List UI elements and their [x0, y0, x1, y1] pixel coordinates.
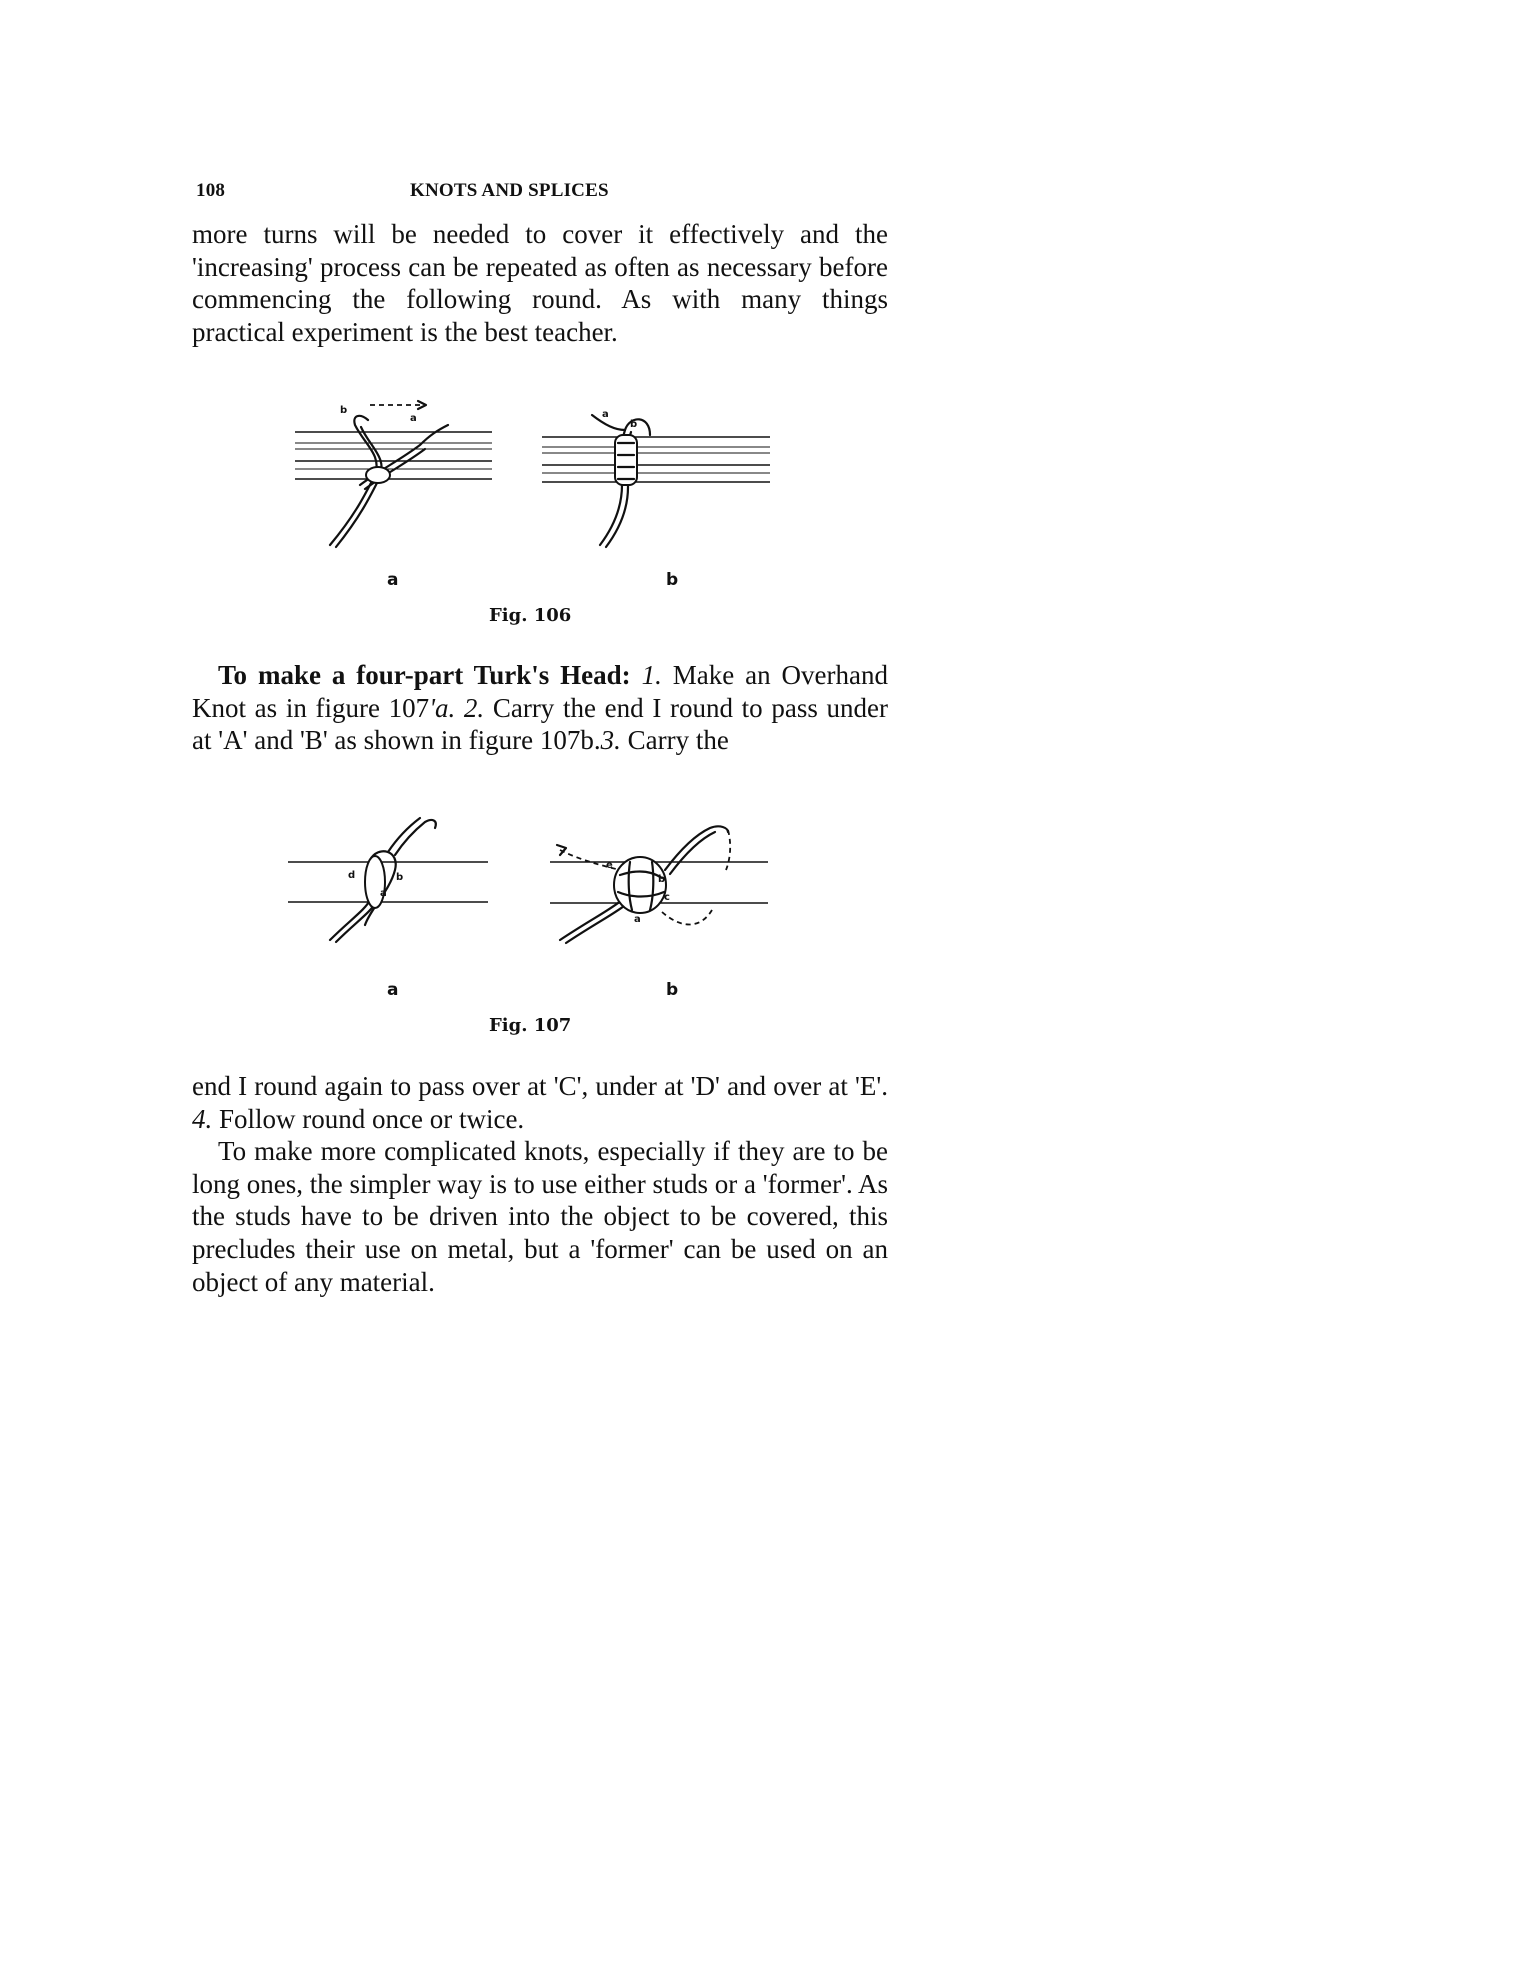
paragraph-continuation-2: [192, 1070, 888, 1298]
fig106-a-inner-b: b: [340, 405, 348, 416]
paragraph-text: [192, 659, 888, 757]
fig106-a-inner-a: a: [410, 413, 417, 424]
step-1-ref: 'a.: [429, 692, 456, 723]
step-4-text: Follow round once or twice.: [212, 1103, 525, 1134]
figure-106: [270, 385, 790, 635]
paragraph-complicated-knots: To make more complicated knots, especially if they are to be long ones, the simpler way is to use either studs or a 'former'. As the studs have to be driven into the object to be covered, this precludes their use on metal, but a 'former' can be used on an object of any material.: [192, 1136, 888, 1297]
fig107-b-inner-a: a: [634, 914, 641, 925]
step-2-number: 2.: [455, 692, 485, 723]
figure-107: [270, 800, 790, 1050]
fig106-b-inner-a: a: [602, 409, 609, 420]
paragraph-turks-head: [192, 659, 888, 757]
fig107-b-inner-c: c: [664, 892, 670, 903]
fig107-label-a: a: [387, 980, 399, 1000]
fig107-a-inner-b: b: [396, 872, 404, 883]
running-title: KNOTS AND SPLICES: [410, 180, 609, 201]
fig107-label-b: b: [666, 980, 679, 1000]
running-head: [196, 180, 896, 204]
step-3-number: 3.: [600, 725, 621, 756]
step-1-text: Make an Overhand Knot as in figure 107: [192, 660, 888, 723]
fig106-label-a: a: [387, 570, 399, 590]
step-3-continued: end I round again to pass over at 'C', under at 'D' and over at 'E'.: [192, 1071, 888, 1101]
paragraph-continuation: [192, 218, 888, 348]
fig107-a-inner-d: d: [348, 870, 356, 881]
fig107-caption: Fig. 107: [489, 1015, 572, 1036]
paragraph-lead: To make a four-part Turk's Head:: [218, 660, 631, 690]
fig107-b-inner-e: e: [606, 860, 613, 871]
paragraph-text: [192, 1070, 888, 1135]
fig107-a-inner-a: a: [380, 888, 387, 899]
fig106-a-drawing: [295, 401, 492, 547]
fig106-caption: Fig. 106: [489, 605, 572, 626]
paragraph-text: more turns will be needed to cover it effectively and the 'increasing' process can be repeated as often as necessary before commencing the following round. As with many things practical experiment is the best teacher.: [192, 219, 888, 347]
step-1-number: 1.: [641, 660, 662, 690]
fig107-b-inner-b: b: [658, 874, 666, 885]
fig106-label-b: b: [666, 570, 679, 590]
fig107-a-drawing: [288, 818, 488, 942]
fig106-b-inner-b: b: [630, 419, 638, 430]
step-4-number: 4.: [192, 1103, 213, 1134]
figure-107-illustration: [270, 800, 790, 1050]
page-number: 108: [196, 180, 226, 201]
step-3-text: Carry the: [620, 725, 729, 756]
step-2-text: Carry the end I round to pass under at 'A' and 'B' as shown in figure 107b.: [192, 692, 889, 756]
fig106-b-drawing: [542, 409, 770, 547]
figure-106-illustration: [270, 385, 790, 635]
fig107-b-drawing: [550, 826, 768, 943]
